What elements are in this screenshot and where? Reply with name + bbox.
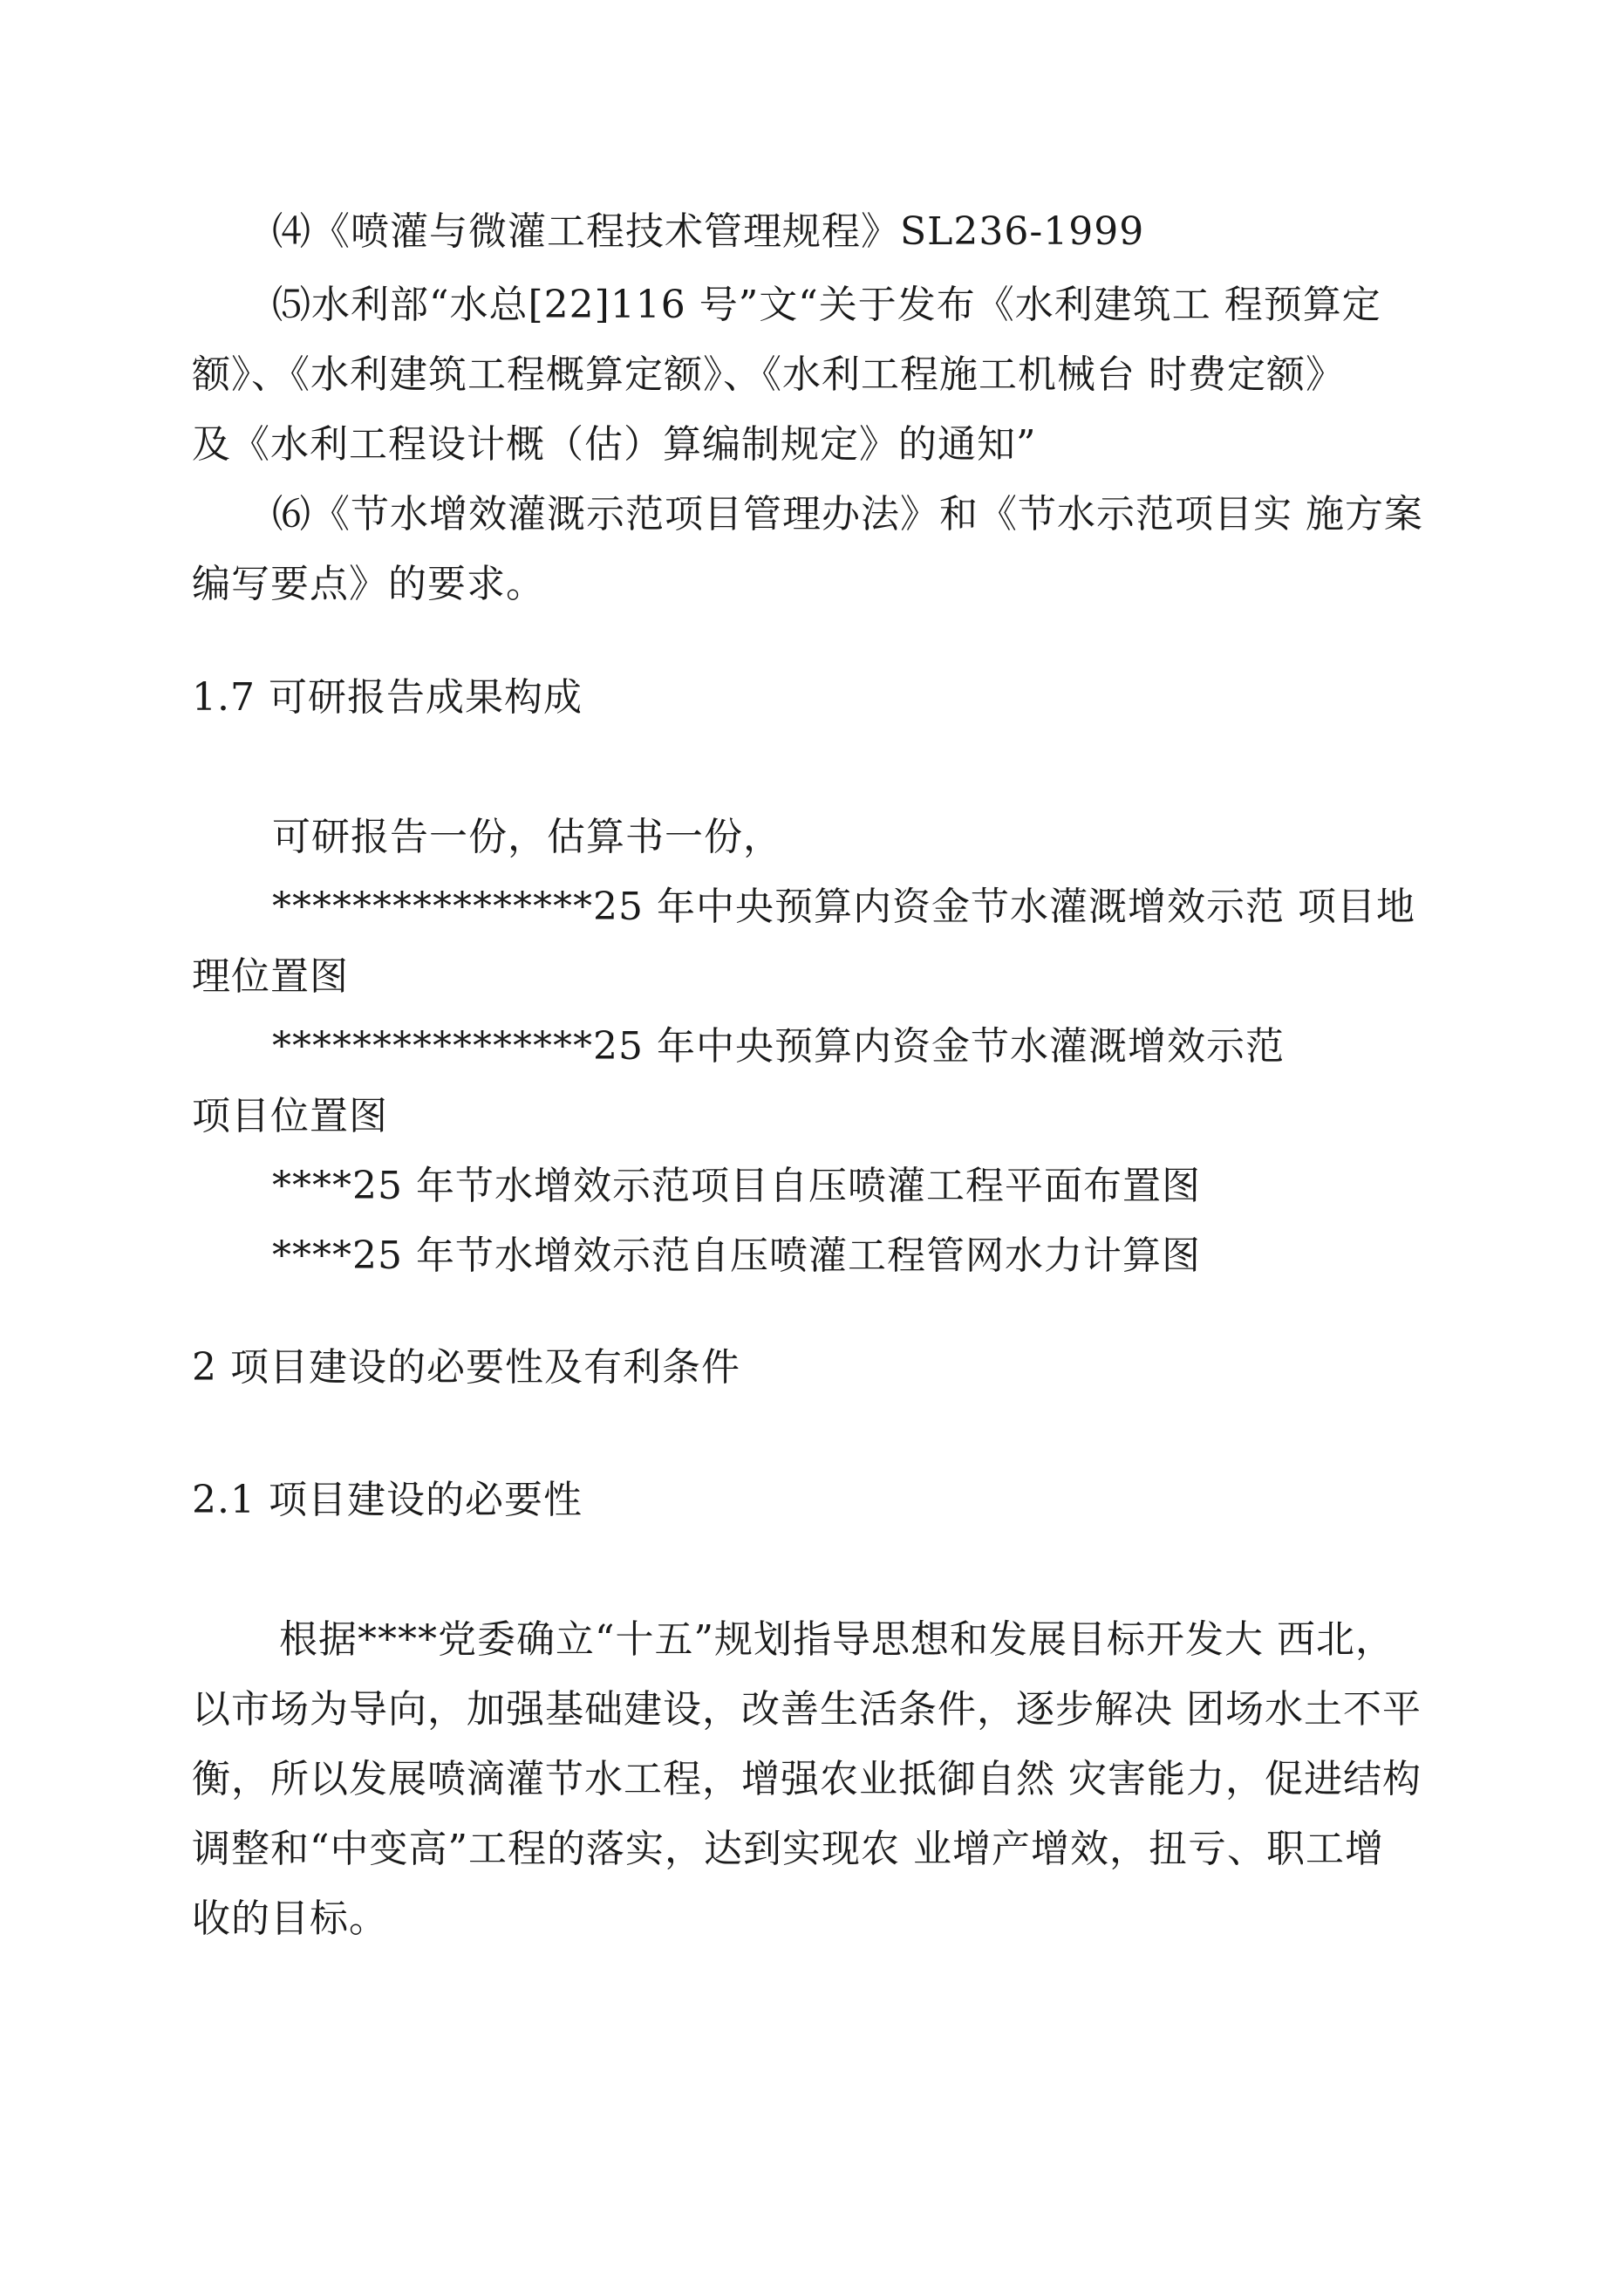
reference-item-6-line-2: 编写要点》的要求。 xyxy=(192,562,545,606)
section-2-1-paragraph-line-5: 收的目标。 xyxy=(192,1896,388,1941)
section-1-7-line-2a: ****************25 年中央预算内资金节水灌溉增效示范 项目地 xyxy=(272,885,1415,929)
section-1-7-heading: 1.7 可研报告成果构成 xyxy=(192,675,583,720)
section-1-7-line-2b: 理位置图 xyxy=(192,954,349,999)
section-1-7-line-3b: 项目位置图 xyxy=(192,1094,388,1138)
section-2-1-heading: 2.1 项目建设的必要性 xyxy=(192,1478,583,1522)
section-1-7-line-1: 可研报告一份，估算书一份， xyxy=(272,815,782,859)
reference-item-5-line-1: ⑸水利部“水总[22]116 号”文“关于发布《水利建筑工 程预算定 xyxy=(272,283,1381,327)
reference-item-5-line-3: 及《水利工程设计概（估）算编制规定》的通知” xyxy=(192,422,1037,467)
section-2-1-paragraph-line-4: 调整和“中变高”工程的落实，达到实现农 业增产增效，扭亏、职工增 xyxy=(192,1827,1384,1871)
reference-item-4: ⑷《喷灌与微灌工程技术管理规程》SL236-1999 xyxy=(272,209,1145,254)
section-1-7-line-5: ****25 年节水增效示范自压喷灌工程管网水力计算图 xyxy=(272,1233,1201,1278)
section-2-1-paragraph-line-2: 以市场为导向，加强基础建设，改善生活条件，逐步解决 团场水土不平 xyxy=(192,1687,1422,1732)
reference-item-6-line-1: ⑹《节水增效灌溉示范项目管理办法》和《节水示范项目实 施方案 xyxy=(272,492,1423,536)
section-1-7-line-3a: ****************25 年中央预算内资金节水灌溉增效示范 xyxy=(272,1024,1285,1069)
section-2-1-paragraph-line-3: 衡，所以发展喷滴灌节水工程，增强农业抵御自然 灾害能力，促进结构 xyxy=(192,1757,1422,1801)
section-2-1-paragraph-line-1: 根据****党委确立“十五”规划指导思想和发展目标开发大 西北， xyxy=(279,1617,1395,1662)
reference-item-5-line-2: 额》、《水利建筑工程概算定额》、《水利工程施工机械台 时费定额》 xyxy=(192,352,1345,397)
section-2-heading: 2 项目建设的必要性及有利条件 xyxy=(192,1345,740,1390)
section-1-7-line-4: ****25 年节水增效示范项目自压喷灌工程平面布置图 xyxy=(272,1164,1201,1208)
